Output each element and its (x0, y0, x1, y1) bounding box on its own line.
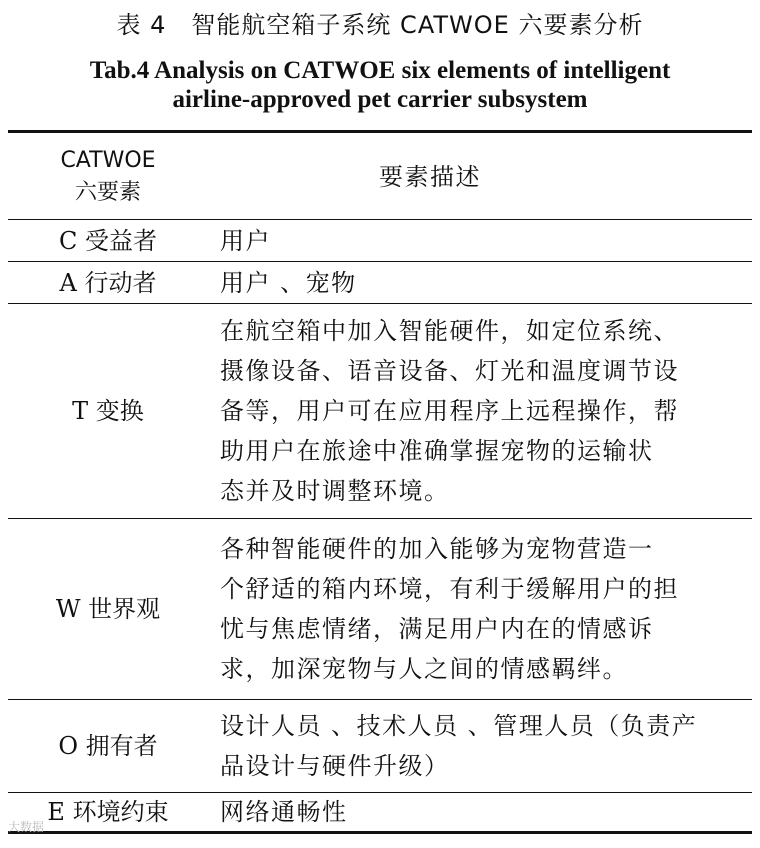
header-col1-line1: CATWOE (60, 148, 156, 173)
desc-line: 在航空箱中加入智能硬件，如定位系统、 (220, 317, 679, 345)
row-c-element: C 受益者 (59, 226, 157, 255)
header-col2: 要素描述 (379, 163, 481, 191)
desc-line: 用户 、宠物 (220, 268, 357, 297)
desc-line: 忧与焦虑情绪，满足用户内在的情感诉 (220, 615, 654, 643)
desc-line: 摄像设备、语音设备、灯光和温度调节设 (220, 357, 679, 385)
desc-line: 设计人员 、技术人员 、管理人员（负责产 (220, 712, 698, 740)
row-w-desc (220, 519, 740, 699)
row-e-desc (220, 793, 740, 831)
row-c-desc (220, 220, 740, 261)
table-title-en-line2: airline-approved pet carrier subsystem (172, 86, 588, 113)
desc-line: 网络通畅性 (220, 798, 348, 826)
row-w-element: W 世界观 (55, 595, 161, 623)
top-rule (8, 130, 752, 133)
row-a-desc (220, 262, 740, 303)
row-o-desc (220, 700, 740, 792)
header-col1-line2: 六要素 (74, 180, 141, 205)
desc-line: 个舒适的箱内环境，有利于缓解用户的担 (220, 575, 679, 603)
header-col1 (8, 136, 208, 218)
row-t-desc (220, 304, 740, 518)
row-o-element: O 拥有者 (58, 732, 158, 760)
table-title-en (30, 56, 730, 114)
table-title-cn: 表 4 智能航空箱子系统 CATWOE 六要素分析 (116, 11, 644, 39)
table-title-en-line1: Tab.4 Analysis on CATWOE six elements of intelligent (89, 57, 671, 84)
desc-line: 助用户在旅途中准确掌握宠物的运输状 (220, 437, 654, 465)
desc-line: 各种智能硬件的加入能够为宠物营造一 (220, 535, 654, 563)
desc-line: 求，加深宠物与人之间的情感羁绊。 (220, 655, 628, 683)
row-t-element: T 变换 (72, 397, 144, 425)
desc-line: 备等，用户可在应用程序上远程操作，帮 (220, 397, 679, 425)
row-a-element: A 行动者 (59, 268, 157, 297)
bottom-rule (8, 831, 752, 834)
row-e-element: E 环境约束 (47, 798, 169, 826)
desc-line: 品设计与硬件升级） (220, 752, 450, 780)
watermark: 大数据 (8, 820, 45, 834)
desc-line: 态并及时调整环境。 (220, 477, 450, 505)
desc-line: 用户 (220, 226, 271, 255)
